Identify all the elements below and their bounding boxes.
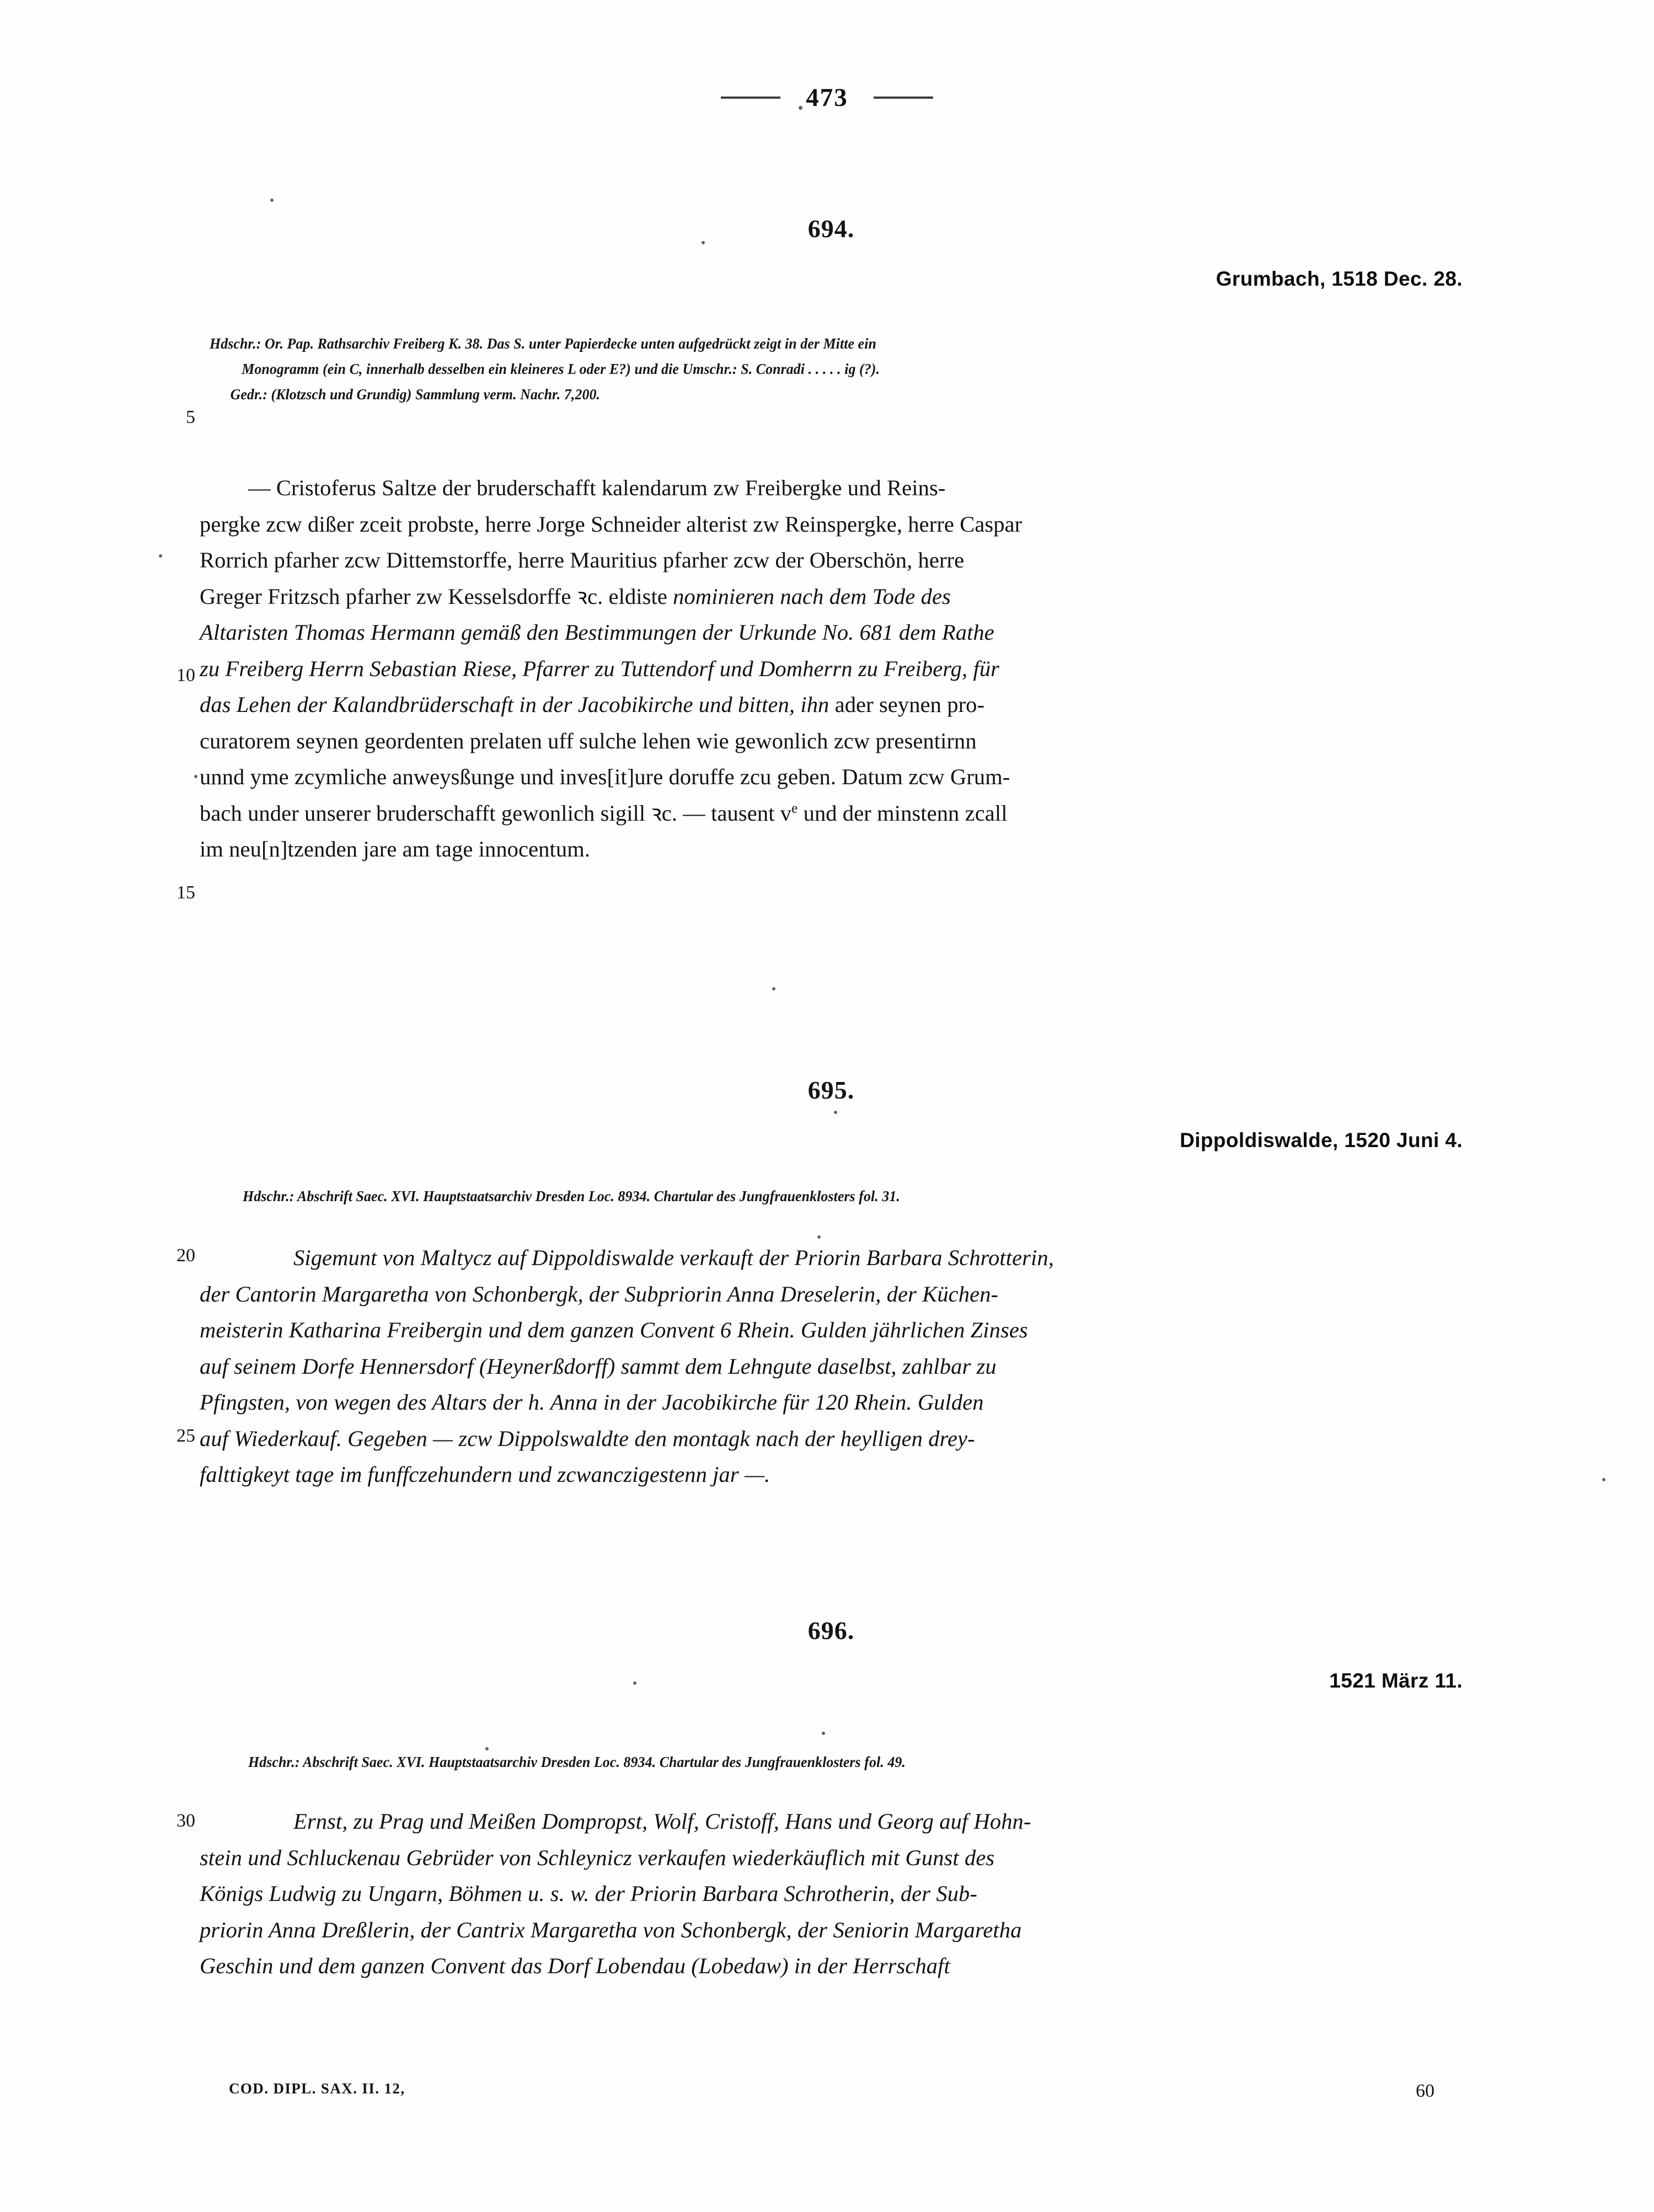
source-note-695 <box>243 1183 1394 1209</box>
page-number: 473 <box>806 83 848 112</box>
body-line: im neu[n]tzenden jare am tage innocentum. <box>200 837 591 861</box>
source-note-line: Hdschr.: Abschrift Saec. XVI. Hauptstaatsarchiv Dresden Loc. 8934. Chartular des Jungfrauenklosters fol. 49. <box>248 1753 906 1770</box>
body-line: stein und Schluckenau Gebrüder von Schleynicz verkaufen wiederkäuflich mit Gunst des <box>200 1845 995 1870</box>
line-number-5: 5 <box>186 407 195 427</box>
body-line: auf Wiederkauf. Gegeben — zcw Dippolswaldte den montagk nach der heylligen drey- <box>200 1426 975 1451</box>
body-line: unnd yme zcymliche anweysßunge und inves[it]ure doruffe zcu geben. Datum zcw Grum- <box>200 764 1010 789</box>
head-rule-right-icon <box>874 97 933 99</box>
scan-speckle <box>817 1235 821 1239</box>
body-line: Sigemunt von Maltycz auf Dippoldiswalde verkauft der Priorin Barbara Schrotterin, <box>293 1245 1054 1270</box>
section-date-695: Dippoldiswalde, 1520 Juni 4. <box>1180 1129 1463 1151</box>
body-line: Rorrich pfarher zcw Dittemstorffe, herre Mauritius pfarher zcw der Oberschön, herre <box>200 548 965 572</box>
running-head <box>0 83 1654 113</box>
section-date-694: Grumbach, 1518 Dec. 28. <box>1216 267 1463 290</box>
body-line: der Cantorin Margaretha von Schonbergk, der Subpriorin Anna Dreselerin, der Küchen- <box>200 1281 999 1306</box>
line-number-10: 10 <box>176 665 195 685</box>
line-number-30: 30 <box>176 1811 195 1831</box>
body-line: bach under unserer bruderschafft gewonlich sigill ꝛc. — tausent $v^e$ und der minstenn zcall <box>200 800 1008 826</box>
body-line: Pfingsten, von wegen des Altars der h. Anna in der Jacobikirche für 120 Rhein. Gulden <box>200 1390 984 1415</box>
footer-series-label: COD. DIPL. SAX. II. 12, <box>229 2080 405 2097</box>
section-number-694: 694. <box>807 215 855 243</box>
section-694 <box>200 214 1463 291</box>
body-line: Königs Ludwig zu Ungarn, Böhmen u. s. w. der Priorin Barbara Schrotherin, der Sub- <box>200 1881 977 1906</box>
body-line: curatorem seynen geordenten prelaten uff sulche lehen wie gewonlich zcw presentirnn <box>200 728 977 753</box>
source-note-line: Gedr.: (Klotzsch und Grundig) Sammlung verm. Nachr. 7,200. <box>230 385 601 403</box>
source-note-694 <box>210 331 1387 407</box>
scan-speckle <box>633 1681 636 1685</box>
source-note-696 <box>248 1749 1394 1775</box>
section-number-696: 696. <box>807 1616 855 1645</box>
body-694 <box>200 470 1463 867</box>
body-line: zu Freiberg Herrn Sebastian Riese, Pfarrer zu Tuttendorf und Domherrn zu Freiberg, für <box>200 656 1000 681</box>
scan-speckle <box>194 775 197 778</box>
body-line: meisterin Katharina Freibergin und dem ganzen Convent 6 Rhein. Gulden jährlichen Zinses <box>200 1317 1028 1342</box>
scan-speckle <box>485 1747 489 1750</box>
section-696 <box>200 1616 1463 1693</box>
scan-speckle <box>822 1732 825 1735</box>
body-line: priorin Anna Dreßlerin, der Cantrix Margaretha von Schonbergk, der Seniorin Margaretha <box>200 1917 1022 1942</box>
source-note-line: Monogramm (ein C, innerhalb desselben ein kleineres L oder E?) und die Umschr.: S. Conradi . . . . . ig (?). <box>242 360 880 377</box>
body-line: auf seinem Dorfe Hennersdorf (Heynerßdorff) sammt dem Lehngute daselbst, zahlbar zu <box>200 1353 997 1379</box>
scan-speckle <box>1602 1478 1605 1481</box>
section-date-696: 1521 März 11. <box>1329 1669 1463 1692</box>
body-696 <box>200 1803 1463 1984</box>
line-number-25: 25 <box>176 1426 195 1446</box>
scan-speckle <box>772 987 775 990</box>
scan-speckle <box>702 241 705 244</box>
body-line: — Cristoferus Saltze der bruderschafft kalendarum zw Freibergke und Reins- <box>248 475 946 500</box>
scan-speckle <box>159 554 162 558</box>
body-line: pergke zcw dißer zceit probste, herre Jorge Schneider alterist zw Reinspergke, herre Caspar <box>200 511 1023 537</box>
scan-speckle <box>834 1111 837 1114</box>
line-number-20: 20 <box>176 1245 195 1266</box>
section-number-695: 695. <box>807 1076 855 1104</box>
footer-signature-number: 60 <box>1416 2081 1434 2101</box>
body-line: falttigkeyt tage im funffczehundern und zcwanczigestenn jar —. <box>200 1462 770 1487</box>
body-line: Geschin und dem ganzen Convent das Dorf Lobendau (Lobedaw) in der Herrschaft <box>200 1953 950 1978</box>
section-695 <box>200 1075 1463 1152</box>
scan-speckle <box>270 199 274 202</box>
body-line: Altaristen Thomas Hermann gemäß den Bestimmungen der Urkunde No. 681 dem Rathe <box>200 620 994 645</box>
scan-speckle <box>799 106 802 110</box>
body-line: das Lehen der Kalandbrüderschaft in der Jacobikirche und bitten, ihn ader seynen pro- <box>200 692 985 717</box>
source-note-line: Hdschr.: Or. Pap. Rathsarchiv Freiberg K. 38. Das S. unter Papierdecke unten aufgedrückt zeigt in der Mitte ein <box>210 335 876 352</box>
body-line: Greger Fritzsch pfarher zw Kesselsdorffe ꝛc. eldiste nominieren nach dem Tode des <box>200 583 951 609</box>
body-line: Ernst, zu Prag und Meißen Dompropst, Wolf, Cristoff, Hans und Georg auf Hohn- <box>293 1809 1031 1834</box>
source-note-line: Hdschr.: Abschrift Saec. XVI. Hauptstaatsarchiv Dresden Loc. 8934. Chartular des Jungfrauenklosters fol. 31. <box>243 1187 900 1204</box>
head-rule-left-icon <box>721 97 780 99</box>
line-number-15: 15 <box>176 882 195 903</box>
body-695 <box>200 1240 1463 1493</box>
